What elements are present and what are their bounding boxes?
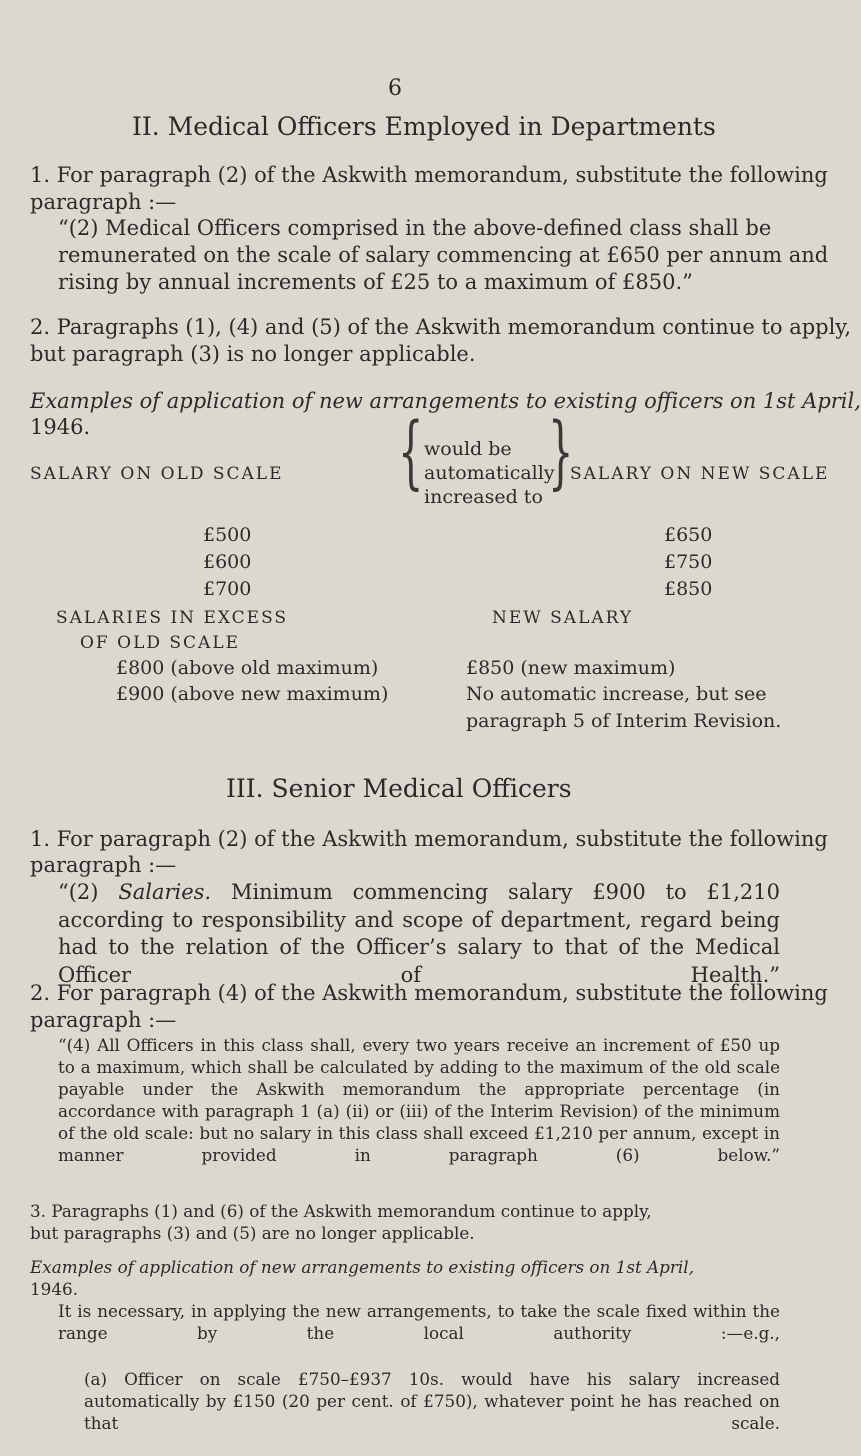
s2-para1-line2: paragraph :— (30, 190, 177, 214)
s3-para1-line2: paragraph :— (30, 853, 177, 877)
s3-example-item-a: (a) Officer on scale £750–£937 10s. would have his salary increased automatically by £150 (20 per cent. of £750), whatever point he has reached on that scale. (84, 1369, 780, 1433)
table-header-mid-2: automatically (424, 462, 555, 484)
s3-para3-line1: 3. Paragraphs (1) and (6) of the Askwith memorandum continue to apply, (30, 1201, 652, 1221)
s2-para2-line2: but paragraph (3) is no longer applicable. (30, 342, 476, 366)
excess-header-old-2: OF OLD SCALE (80, 633, 241, 653)
table-row-2-old: £600 (203, 551, 252, 573)
s3-examples-body: It is necessary, in applying the new arrangements, to take the scale fixed within the range by the local authority :—e.g., (58, 1301, 780, 1343)
s3-examples-line1: Examples of application of new arrangements to existing officers on 1st April, (30, 1257, 694, 1277)
s2-para2-line1: 2. Paragraphs (1), (4) and (5) of the Askwith memorandum continue to apply, (30, 315, 852, 339)
s2-para1-line1: 1. For paragraph (2) of the Askwith memorandum, substitute the following (30, 163, 828, 187)
excess-row-2-old: £900 (above new maximum) (116, 683, 389, 705)
s3-increment-quote: “(4) All Officers in this class shall, every two years receive an increment of £50 up to a maximum, which shall be calculated by adding to the maximum of the old scale payable under the Askwith memorandum the appropriate percentage (in accordance with paragraph 1 (a) (ii) or (iii) of the Interim Revision) of the minimum of the old scale: but no salary in this class shall exceed £1,210 per annum, except in manner provided in paragraph (6) below.” (58, 1035, 780, 1165)
table-header-mid-1: would be (424, 438, 512, 460)
left-brace: { (398, 405, 424, 498)
s3-examples-line2: 1946. (30, 1279, 79, 1299)
excess-header-old-1: SALARIES IN EXCESS (56, 608, 289, 628)
s2-examples-line2: 1946. (30, 415, 91, 439)
s2-quote-line2: remunerated on the scale of salary commencing at £650 per annum and (58, 243, 829, 267)
table-header-mid-3: increased to (424, 486, 543, 508)
excess-row-2-new-line1: No automatic increase, but see (466, 683, 767, 705)
section-heading-iii: III. Senior Medical Officers (226, 774, 572, 803)
table-row-1-old: £500 (203, 524, 252, 546)
s3-para2-line1: 2. For paragraph (4) of the Askwith memorandum, substitute the following (30, 981, 828, 1005)
s2-quote-line1: “(2) Medical Officers comprised in the above-defined class shall be (58, 216, 772, 240)
s3-para2-line2: paragraph :— (30, 1008, 177, 1032)
s3-salaries-quote: “(2) Salaries. Minimum commencing salary £900 to £1,210 according to responsibility and scope of department, regard being had to the relation of the Officer’s salary to that of the Medical Officer of Health.” (58, 880, 780, 987)
s3-para3-line2: but paragraphs (3) and (5) are no longer applicable. (30, 1223, 475, 1243)
s3-para1-line1: 1. For paragraph (2) of the Askwith memorandum, substitute the following (30, 827, 828, 851)
table-row-2-new: £750 (664, 551, 713, 573)
excess-header-new: NEW SALARY (492, 608, 634, 628)
table-row-3-old: £700 (203, 578, 252, 600)
excess-row-1-new: £850 (new maximum) (466, 657, 676, 679)
s2-quote-line3: rising by annual increments of £25 to a maximum of £850.” (58, 270, 693, 294)
excess-row-1-old: £800 (above old maximum) (116, 657, 379, 679)
table-header-old-scale: SALARY ON OLD SCALE (30, 464, 284, 484)
table-header-new-scale: SALARY ON NEW SCALE (570, 464, 830, 484)
s2-examples-line1: Examples of application of new arrangements to existing officers on 1st April, (30, 389, 861, 413)
page-number: 6 (388, 76, 402, 101)
excess-row-2-new-line2: paragraph 5 of Interim Revision. (466, 710, 782, 732)
table-row-3-new: £850 (664, 578, 713, 600)
section-heading-ii: II. Medical Officers Employed in Departments (132, 112, 716, 141)
table-row-1-new: £650 (664, 524, 713, 546)
right-brace: } (548, 405, 574, 498)
